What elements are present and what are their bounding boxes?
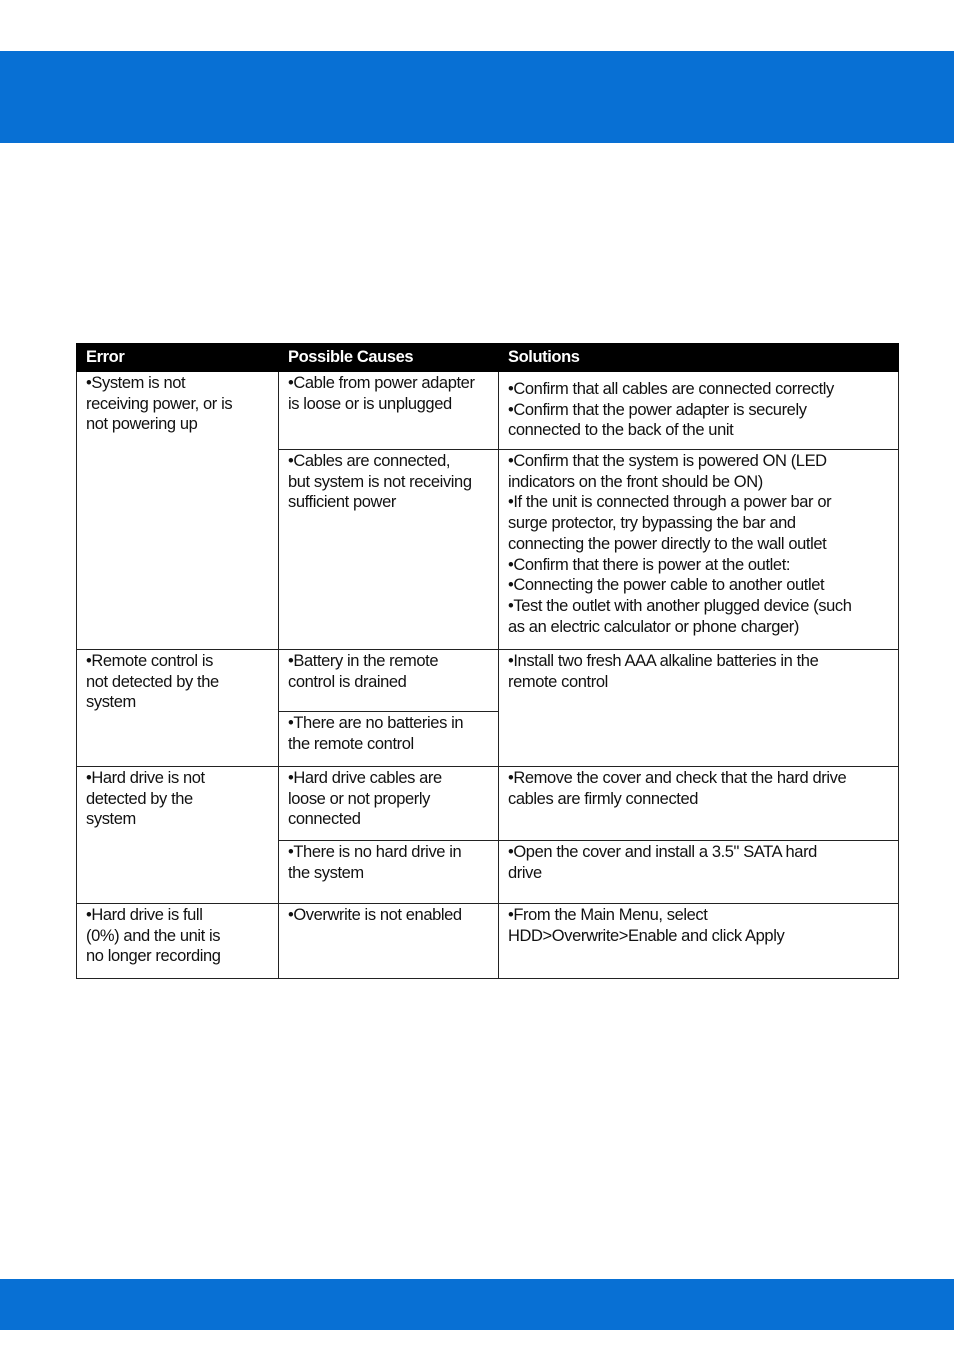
solution-text: remote control bbox=[508, 672, 608, 691]
solution-text: surge protector, try bypassing the bar and bbox=[508, 514, 796, 533]
header-band bbox=[0, 51, 954, 143]
header-error: Error bbox=[77, 344, 279, 372]
error-cell bbox=[77, 372, 279, 650]
cause-text: •Cable from power adapter bbox=[288, 374, 475, 392]
error-text: no longer recording bbox=[86, 947, 221, 966]
solution-text: drive bbox=[508, 863, 542, 882]
cause-text: sufficient power bbox=[288, 493, 396, 512]
solution-cell bbox=[499, 650, 899, 767]
error-text: system bbox=[86, 810, 136, 829]
error-text: •Hard drive is not bbox=[86, 769, 205, 787]
solution-text: •Install two fresh AAA alkaline batteries in the bbox=[508, 652, 819, 670]
cause-text: •Hard drive cables are bbox=[288, 769, 442, 787]
error-text: •Remote control is bbox=[86, 652, 213, 670]
solution-text: connected to the back of the unit bbox=[508, 421, 734, 440]
solution-cell bbox=[499, 841, 899, 904]
table-row bbox=[77, 904, 899, 979]
solution-cell bbox=[499, 767, 899, 841]
cause-text: •Battery in the remote bbox=[288, 652, 439, 670]
solution-text: •Confirm that the power adapter is securely bbox=[508, 400, 807, 419]
error-text: not detected by the bbox=[86, 672, 219, 691]
solution-cell bbox=[499, 372, 899, 450]
error-text: not powering up bbox=[86, 415, 198, 434]
solution-text: •Connecting the power cable to another outlet bbox=[508, 576, 825, 595]
solution-text: •From the Main Menu, select bbox=[508, 906, 708, 924]
solution-cell bbox=[499, 450, 899, 650]
error-cell bbox=[77, 650, 279, 767]
cause-text: •There are no batteries in bbox=[288, 714, 464, 732]
cause-cell bbox=[279, 712, 499, 767]
error-cell bbox=[77, 767, 279, 904]
error-text: detected by the bbox=[86, 789, 193, 808]
solution-text: •Remove the cover and check that the hard drive bbox=[508, 769, 847, 787]
cause-cell bbox=[279, 767, 499, 841]
solution-text: connecting the power directly to the wall outlet bbox=[508, 534, 827, 553]
table-row bbox=[77, 650, 899, 712]
troubleshooting-table-container bbox=[76, 343, 898, 979]
cause-cell bbox=[279, 372, 499, 450]
error-text: system bbox=[86, 693, 136, 712]
cause-cell bbox=[279, 841, 499, 904]
solution-text: as an electric calculator or phone charger) bbox=[508, 617, 799, 636]
error-cell bbox=[77, 904, 279, 979]
cause-cell bbox=[279, 904, 499, 979]
error-text: receiving power, or is bbox=[86, 394, 233, 413]
solution-text: •Open the cover and install a 3.5" SATA hard bbox=[508, 843, 817, 861]
solution-text: •Confirm that all cables are connected correctly bbox=[508, 380, 834, 398]
cause-text: control is drained bbox=[288, 672, 407, 691]
solution-text: •Confirm that there is power at the outlet: bbox=[508, 555, 791, 574]
cause-text: loose or not properly bbox=[288, 789, 431, 808]
cause-text: the system bbox=[288, 863, 364, 882]
cause-cell bbox=[279, 650, 499, 712]
solution-text: •If the unit is connected through a power bar or bbox=[508, 493, 832, 512]
cause-text: is loose or is unplugged bbox=[288, 394, 452, 413]
troubleshooting-table bbox=[76, 343, 899, 979]
cause-text: but system is not receiving bbox=[288, 472, 472, 491]
table-header-row bbox=[77, 344, 899, 372]
table-row bbox=[77, 372, 899, 450]
solution-text: HDD>Overwrite>Enable and click Apply bbox=[508, 926, 785, 945]
solution-cell bbox=[499, 904, 899, 979]
error-text: •Hard drive is full bbox=[86, 906, 203, 924]
solution-text: indicators on the front should be ON) bbox=[508, 472, 763, 491]
cause-text: connected bbox=[288, 810, 361, 829]
solution-text: •Test the outlet with another plugged device (such bbox=[508, 596, 852, 615]
solution-text: •Confirm that the system is powered ON (LED bbox=[508, 452, 827, 470]
error-text: •System is not bbox=[86, 374, 186, 392]
table-row bbox=[77, 767, 899, 841]
header-solutions: Solutions bbox=[499, 344, 899, 372]
cause-text: the remote control bbox=[288, 734, 414, 753]
header-possible-causes: Possible Causes bbox=[279, 344, 499, 372]
cause-text: •There is no hard drive in bbox=[288, 843, 462, 861]
solution-text: cables are firmly connected bbox=[508, 789, 699, 808]
error-text: (0%) and the unit is bbox=[86, 926, 221, 945]
cause-text: •Overwrite is not enabled bbox=[288, 906, 462, 924]
cause-text: •Cables are connected, bbox=[288, 452, 451, 470]
cause-cell bbox=[279, 450, 499, 650]
footer-band bbox=[0, 1279, 954, 1330]
